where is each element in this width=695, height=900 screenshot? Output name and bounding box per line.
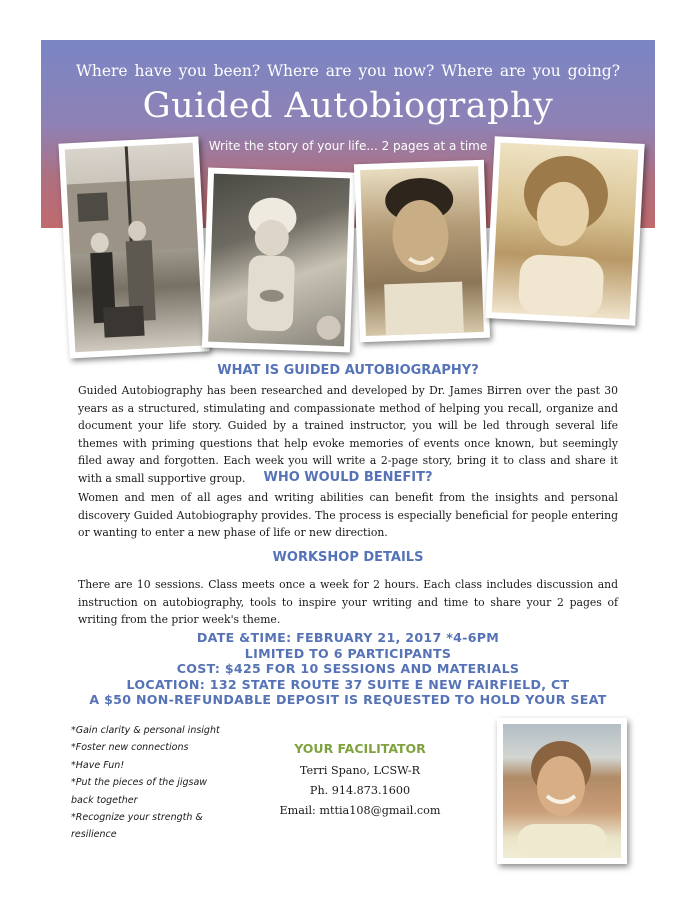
facilitator-name: Terri Spano, LCSW-R [299,764,421,777]
what-is-text: Guided Autobiography has been researched and developed by Dr. James Birren over the past 30 years as a structured, stimulating and compassionate method of helping you recall, organize and document your life story. Guided by a trained instructor, you will be led through several life themes with priming questions that help evoke memories of events once known, but seemingly filed away and forgotten. Each week you will write a 2-page story, bring it to class and share it with a small supportive group. [78,384,618,485]
participant-limit: LIMITED TO 6 PARTICIPANTS [244,645,452,661]
vintage-child-photo [202,167,356,352]
workshop-text: There are 10 sessions. Class meets once a week for 2 hours. Each class includes discussion and instruction on autobiography, tools to inspire your writing and time to share your 2 pages of writing from the prior week's theme. [78,578,618,627]
workshop-heading: WORKSHOP DETAILS [272,550,424,565]
who-benefit-heading: WHO WOULD BENEFIT? [263,470,433,485]
page-title: Guided Autobiography [142,86,554,126]
benefit-item: *Put the pieces of the jigsaw back together [71,777,208,806]
benefit-item: *Recognize your strength & resilience [71,812,203,841]
facilitator-photo [497,718,627,864]
who-benefit-text: Women and men of all ages and writing abilities can benefit from the insights and personal discovery Guided Autobiography provides. The process is especially beneficial for people entering or wanting to enter a new phase of life or new direction. [78,491,618,540]
date-time: DATE &TIME: FEBRUARY 21, 2017 *4-6PM [196,630,500,645]
vintage-young-woman-photo [485,136,644,326]
benefit-item: *Have Fun! [71,759,125,771]
benefit-item: *Foster new connections [71,742,189,754]
facilitator-phone: Ph. 914.873.1600 [309,784,411,797]
benefit-item: *Gain clarity & personal insight [71,725,220,736]
cost: COST: $425 FOR 10 SESSIONS AND MATERIALS [176,661,520,677]
vintage-young-man-photo [354,160,490,342]
facilitator-heading: YOUR FACILITATOR [294,741,426,756]
deposit: A $50 NON-REFUNDABLE DEPOSIT IS REQUESTED TO HOLD YOUR SEAT [89,692,607,708]
header-tagline: Where have you been? Where are you now? Where are you going? [75,62,621,80]
facilitator-block [250,739,470,821]
page-subtitle: Write the story of your life... 2 pages at a time [208,139,488,153]
location: LOCATION: 132 STATE ROUTE 37 SUITE E NEW FAIRFIELD, CT [126,676,570,692]
vintage-family-photo [58,136,209,358]
event-details [41,630,655,708]
what-is-heading: WHAT IS GUIDED AUTOBIOGRAPHY? [217,363,479,378]
facilitator-email[interactable]: Email: mttia108@gmail.com [279,804,441,817]
benefits-list [71,722,231,844]
